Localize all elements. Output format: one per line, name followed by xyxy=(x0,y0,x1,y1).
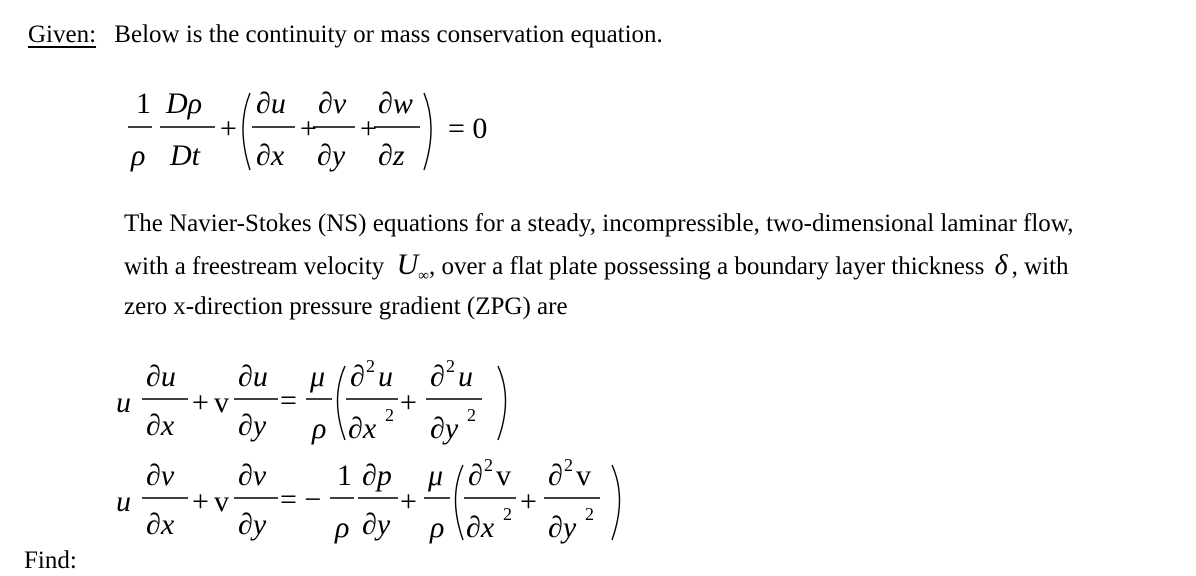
nsy-plus-3: + xyxy=(520,485,537,518)
cont-paren-right xyxy=(424,93,431,170)
nsy-sup-2: 2 xyxy=(503,504,512,524)
paragraph-line-2c: , with xyxy=(1011,253,1069,280)
thickness-symbol: δ xyxy=(994,250,1008,281)
ns-y-equation xyxy=(116,455,620,544)
nsx-sup-1: 2 xyxy=(366,356,375,376)
cont-dx: ∂x xyxy=(256,139,285,172)
freestream-subscript: ∞ xyxy=(418,268,429,284)
cont-Dt: Dt xyxy=(170,139,200,172)
nsx-sup-4: 2 xyxy=(467,405,476,425)
nsx-u-2: u xyxy=(458,360,473,393)
nsy-d2v-2: ∂ xyxy=(548,459,563,492)
nsx-dx2: ∂x xyxy=(348,412,377,445)
nsy-rho-1: ρ xyxy=(335,511,350,544)
given-text: Below is the continuity or mass conservation equation. xyxy=(114,21,663,48)
cont-rhs: = 0 xyxy=(448,112,488,145)
cont-plus-1: + xyxy=(220,112,237,145)
nsx-u: u xyxy=(116,386,131,419)
nsx-du-2: ∂u xyxy=(238,360,268,393)
nsy-paren-right xyxy=(612,465,620,540)
nsx-mu: μ xyxy=(310,360,326,393)
nsx-dy-1: ∂y xyxy=(238,409,267,442)
nsy-dv-2: ∂v xyxy=(238,459,267,492)
cont-du: ∂u xyxy=(256,87,286,120)
continuity-equation xyxy=(128,87,487,172)
nsx-d2u-2: ∂ xyxy=(430,360,445,393)
nsx-dx-1: ∂x xyxy=(146,409,175,442)
nsy-one: 1 xyxy=(337,459,352,492)
nsy-paren-left xyxy=(456,465,464,540)
nsy-eq: = − xyxy=(280,483,322,516)
cont-dy: ∂y xyxy=(317,139,346,172)
nsy-plus-1: + xyxy=(192,485,209,518)
nsy-dp: ∂p xyxy=(362,459,392,492)
cut-off-heading xyxy=(24,544,84,574)
nsx-eq: = xyxy=(280,384,297,417)
cont-coef-den: ρ xyxy=(131,139,146,172)
cont-plus-3: + xyxy=(360,112,377,145)
nsx-du-1: ∂u xyxy=(146,360,176,393)
nsx-v: v xyxy=(214,386,229,419)
nsy-dx2: ∂x xyxy=(466,511,495,544)
nsx-dy2: ∂y xyxy=(430,412,459,445)
nsy-plus-2: + xyxy=(400,485,417,518)
cont-plus-2: + xyxy=(300,112,317,145)
nsy-v-1: v xyxy=(496,459,511,492)
nsy-sup-4: 2 xyxy=(585,504,594,524)
ns-x-equation xyxy=(116,356,506,445)
cont-dw: ∂w xyxy=(378,87,413,120)
freestream-symbol: U xyxy=(396,248,419,281)
paragraph-line-1: The Navier-Stokes (NS) equations for a steady, incompressible, two-dimensional laminar flow, xyxy=(124,210,1074,237)
nsy-mu: μ xyxy=(428,459,444,492)
given-label: Given: xyxy=(28,21,97,48)
nsy-dx-1: ∂x xyxy=(146,508,175,541)
nsy-u: u xyxy=(116,485,131,518)
cont-Dp: Dρ xyxy=(166,87,203,120)
nsy-sup-3: 2 xyxy=(564,455,573,475)
nsy-v: v xyxy=(214,485,229,518)
cut-off-text: Find: xyxy=(24,547,77,574)
nsx-paren-right xyxy=(498,366,506,440)
paragraph-line-2a: with a freestream velocity xyxy=(124,253,385,280)
cont-dv: ∂v xyxy=(318,87,347,120)
cont-paren-left xyxy=(243,93,250,170)
nsy-dy2: ∂y xyxy=(548,511,577,544)
nsx-plus-1: + xyxy=(192,386,209,419)
nsx-d2u-1: ∂ xyxy=(350,360,365,393)
paragraph-line-2b: , over a flat plate possessing a boundary layer thickness xyxy=(428,253,985,280)
nsy-dy-2: ∂y xyxy=(362,508,391,541)
paragraph-line-3: zero x-direction pressure gradient (ZPG) are xyxy=(124,293,568,320)
nsy-rho-2: ρ xyxy=(430,511,445,544)
nsx-rho: ρ xyxy=(312,412,327,445)
nsx-sup-2: 2 xyxy=(385,405,394,425)
nsy-d2v-1: ∂ xyxy=(468,459,483,492)
nsx-plus-2: + xyxy=(400,386,417,419)
nsy-dv-1: ∂v xyxy=(146,459,175,492)
nsy-sup-1: 2 xyxy=(484,455,493,475)
cont-coef-num: 1 xyxy=(136,87,151,120)
nsy-dy-1: ∂y xyxy=(238,508,267,541)
nsy-v-2: v xyxy=(576,459,591,492)
cont-dz: ∂z xyxy=(378,139,405,172)
nsx-u-1: u xyxy=(378,360,393,393)
nsx-sup-3: 2 xyxy=(446,356,455,376)
nsx-paren-left xyxy=(338,366,346,440)
